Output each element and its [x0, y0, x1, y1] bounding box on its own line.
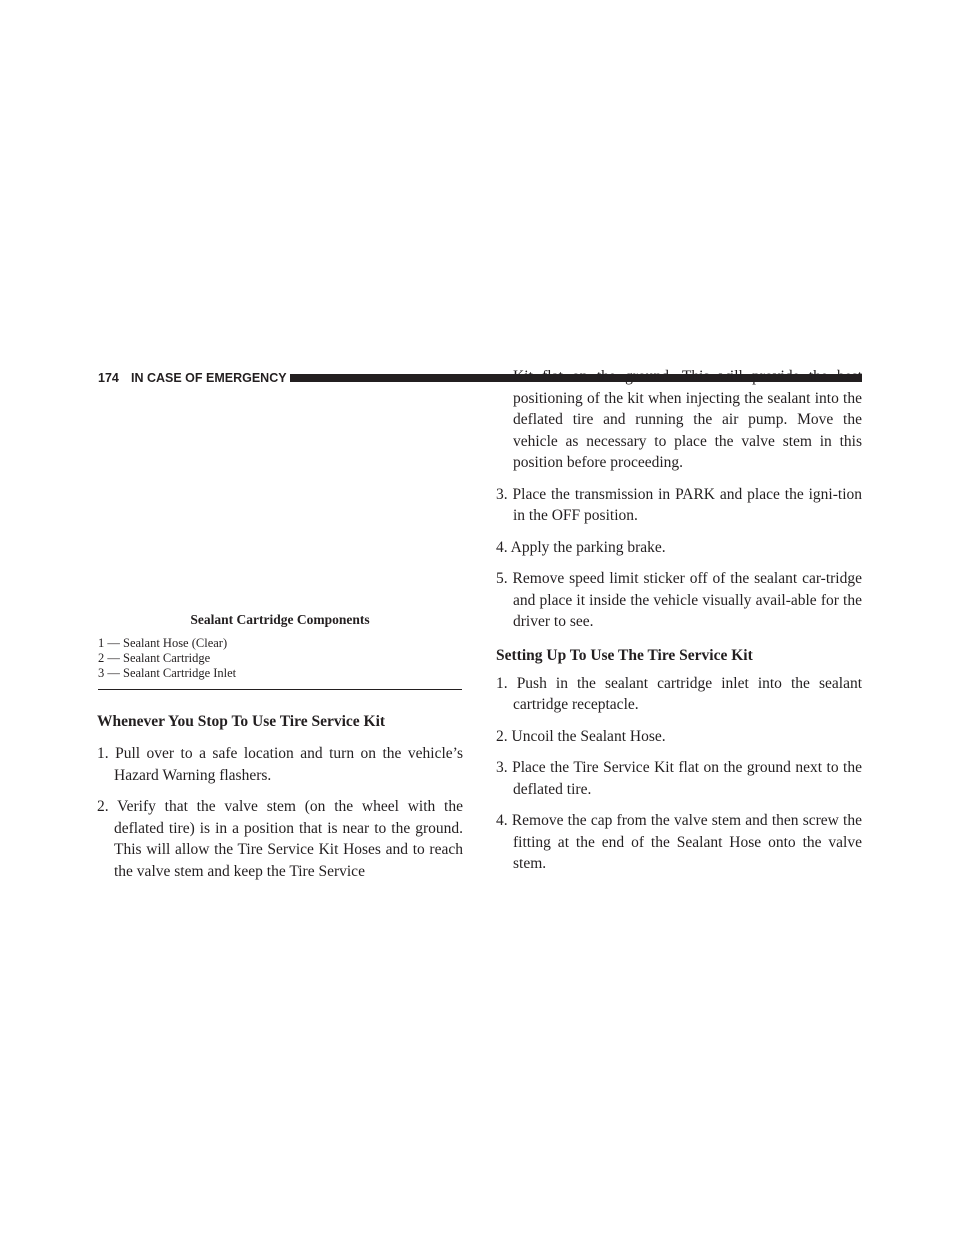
list-item [496, 726, 862, 748]
list-item [496, 757, 862, 800]
step-text: Place the Tire Service Kit flat on the ground next to the deflated tire. [512, 759, 862, 798]
step-number: 4. [496, 812, 508, 829]
list-item [496, 568, 862, 633]
continued-paragraph: Kit flat on the ground. This will provide the best positioning of the kit when injecting the sealant into the deflated tire and running the air pump. Move the vehicle as necessary to place the valve stem in this position before proceeding. [513, 368, 862, 471]
step-text: Uncoil the Sealant Hose. [511, 727, 666, 745]
list-item [496, 673, 862, 716]
list-item [496, 810, 862, 875]
section-title: IN CASE OF EMERGENCY [131, 371, 287, 385]
legend-item: 2 — Sealant Cartridge [98, 651, 211, 665]
legend-item: 1 — Sealant Hose (Clear) [98, 636, 228, 650]
step-number: 2. [97, 798, 109, 815]
step-number: 5. [496, 570, 508, 587]
legend-divider [98, 689, 462, 690]
step-number: 3. [496, 759, 508, 776]
step-number: 2. [496, 727, 508, 745]
right-column [496, 366, 862, 885]
list-item [496, 484, 862, 527]
left-column [97, 711, 463, 892]
step-number: 1. [97, 745, 109, 762]
figure-image-area [98, 395, 462, 605]
step-text: Verify that the valve stem (on the wheel with the deflated tire) is in a position that is near to the ground. This will allow the Tire Service Kit Hoses and to reach the valve stem and keep the Tire Service [114, 798, 463, 880]
legend-item: 3 — Sealant Cartridge Inlet [98, 666, 237, 680]
step-number: 1. [496, 674, 508, 692]
step-text: Place the transmission in PARK and place the igni-tion in the OFF position. [512, 485, 862, 524]
step-text: Remove the cap from the valve stem and then screw the fitting at the end of the Sealant Hose onto the valve stem. [511, 812, 862, 872]
figure-legend [98, 636, 462, 681]
figure-caption-title: Sealant Cartridge Components [190, 612, 370, 627]
list-item [496, 537, 862, 559]
step-number: 3. [496, 485, 508, 503]
step-text: Pull over to a safe location and turn on the vehicle’s Hazard Warning flashers. [114, 745, 463, 784]
step-text: Remove speed limit sticker off of the sealant car-tridge and place it inside the vehicle visually avail-able for the driver to see. [512, 570, 862, 630]
step-number: 4. [496, 538, 508, 556]
step-text: Push in the sealant cartridge inlet into the sealant cartridge receptacle. [513, 674, 863, 713]
section-heading: Whenever You Stop To Use Tire Service Kit [97, 713, 386, 730]
page-number: 174 [98, 371, 119, 385]
section-heading: Setting Up To Use The Tire Service Kit [496, 646, 753, 664]
list-item [97, 743, 463, 786]
step-text: Apply the parking brake. [510, 538, 666, 556]
list-item [97, 796, 463, 882]
